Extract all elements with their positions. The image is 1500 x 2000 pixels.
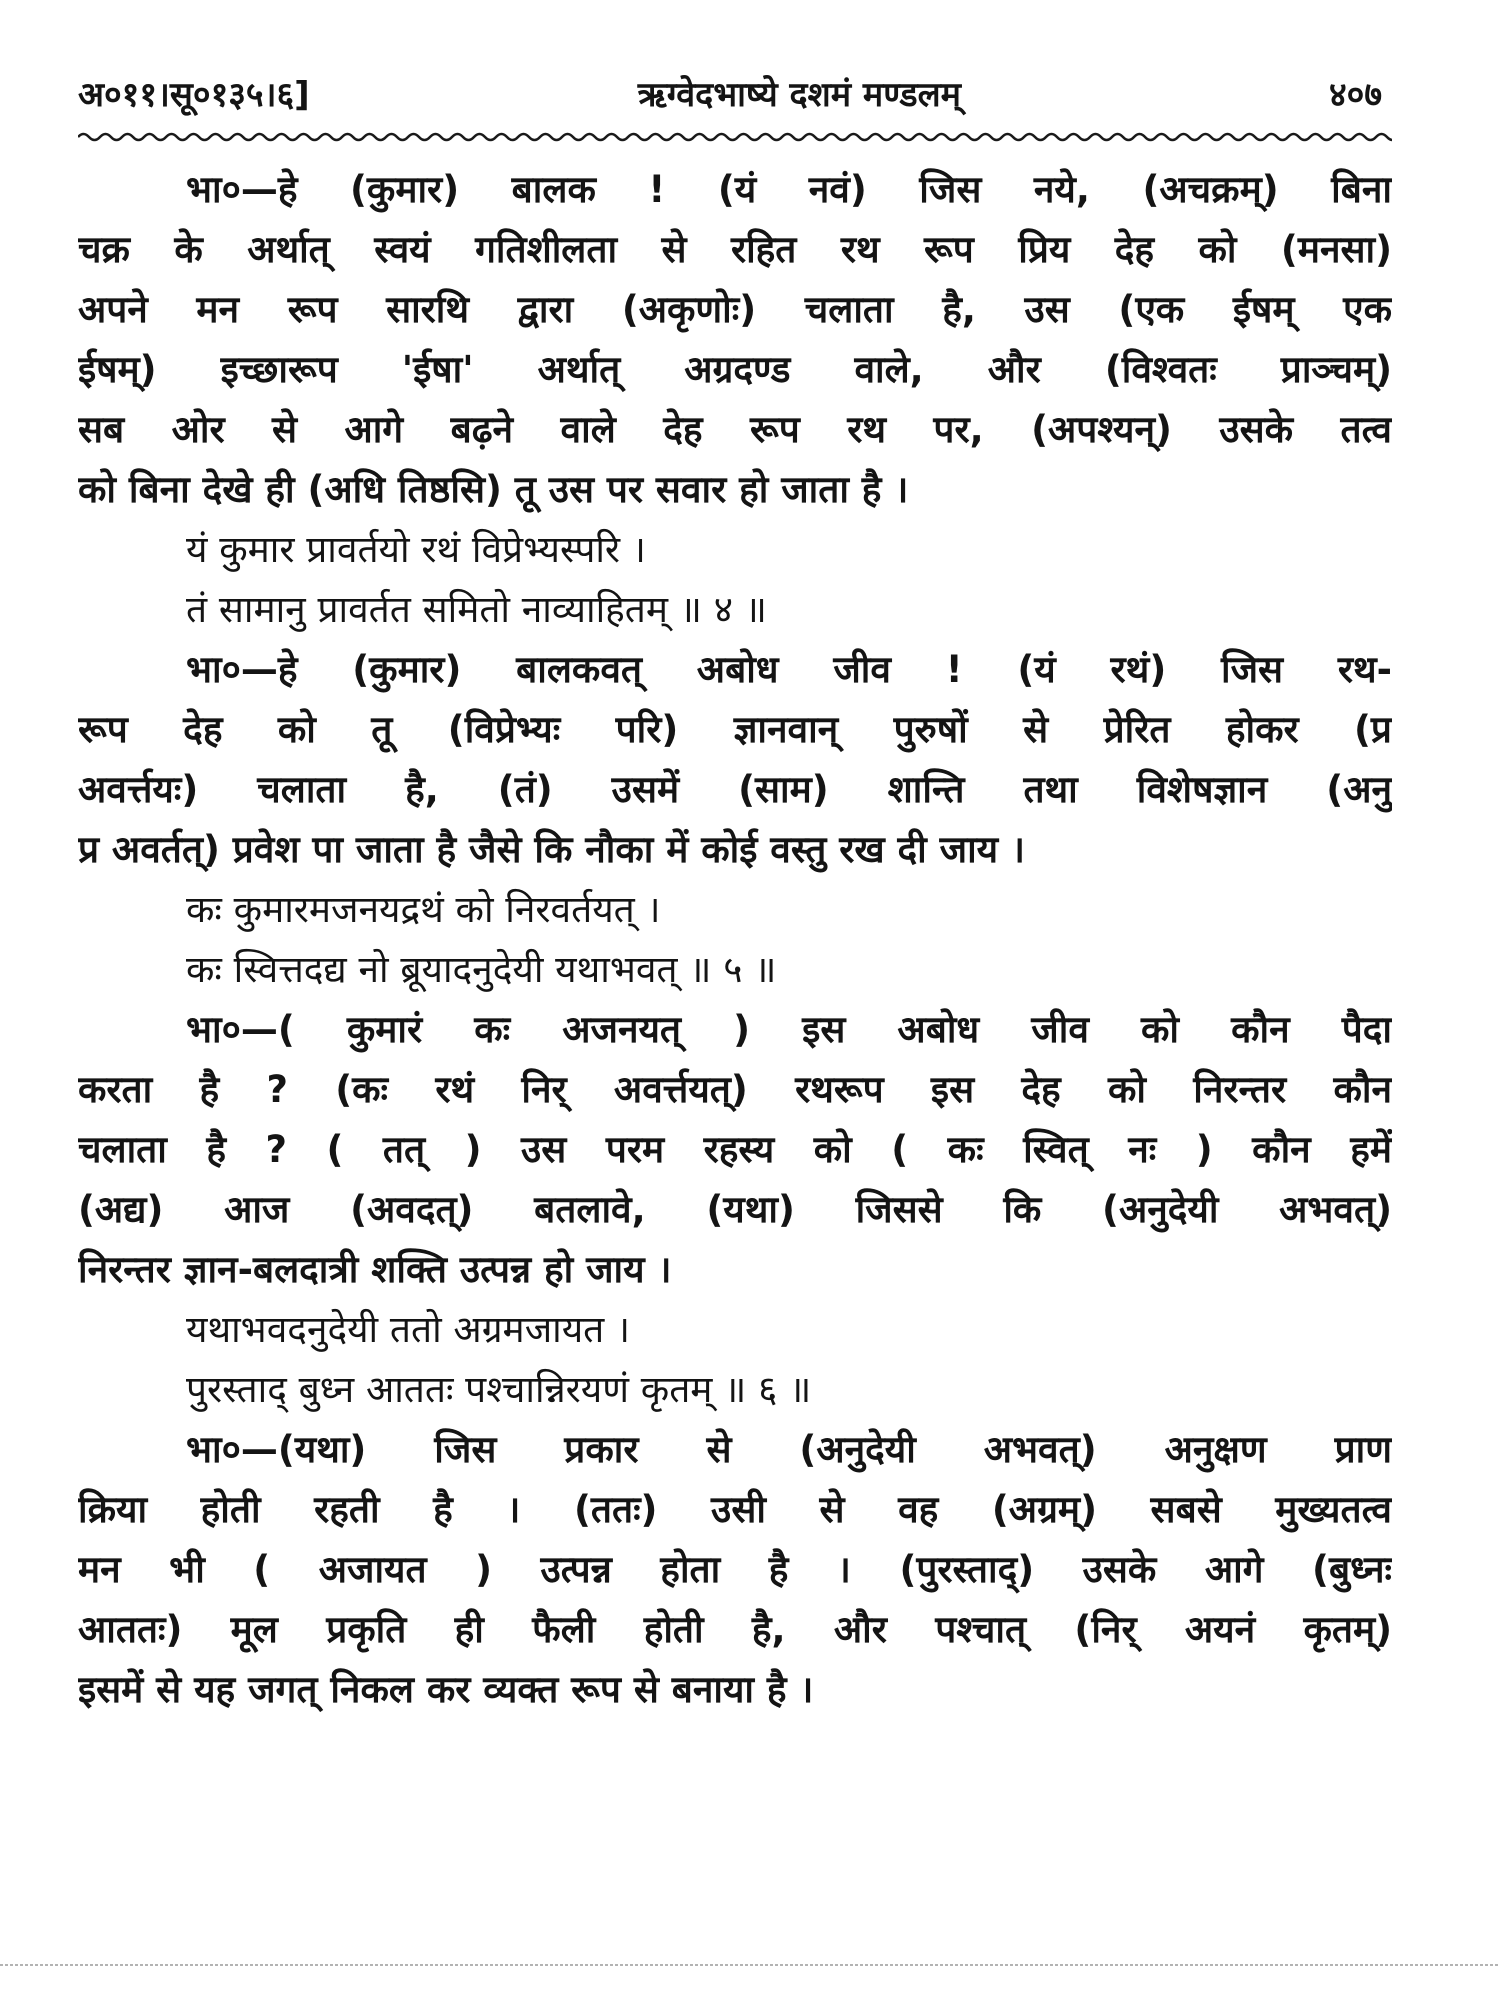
text-line: को बिना देखे ही (अधि तिष्ठसि) तू उस पर सवार हो जाता है । (78, 468, 909, 511)
mantra-4 (78, 520, 1392, 640)
text-line: रूप देह को तू (विप्रेभ्यः परि) ज्ञानवान् पुरुषों से प्रेरित होकर (प्र (78, 708, 1392, 751)
text-line: भा०—( कुमारं कः अजनयत् ) इस अबोध जीव को कौन पैदा (186, 1008, 1392, 1051)
bhashya-paragraph-4 (78, 1420, 1392, 1720)
bhashya-paragraph-1 (78, 160, 1392, 520)
text-line: चलाता है ? ( तत् ) उस परम रहस्य को ( कः स्वित् नः ) कौन हमें (78, 1128, 1392, 1171)
text-line: इसमें से यह जगत् निकल कर व्यक्त रूप से बनाया है । (78, 1668, 814, 1711)
bhashya-paragraph-3 (78, 1000, 1392, 1300)
text-line: भा०—हे (कुमार) बालकवत् अबोध जीव ! (यं रथं) जिस रथ- (186, 648, 1392, 691)
mantra-5 (78, 880, 1392, 1000)
commentary-body (78, 160, 1392, 1720)
text-line: करता है ? (कः रथं निर् अवर्त्तयत्) रथरूप इस देह को निरन्तर कौन (78, 1068, 1392, 1111)
verse-line: यं कुमार प्रावर्तयो रथं विप्रेभ्यस्परि । (186, 528, 646, 571)
text-line: प्र अवर्तत्) प्रवेश पा जाता है जैसे कि नौका में कोई वस्तु रख दी जाय । (78, 828, 1026, 871)
text-line: अपने मन रूप सारथि द्वारा (अकृणोः) चलाता है, उस (एक ईषम् एक (78, 288, 1392, 331)
text-line: क्रिया होती रहती है । (ततः) उसी से वह (अग्रम्) सबसे मुख्यतत्व (78, 1488, 1392, 1531)
verse-line: पुरस्ताद् बुध्न आततः पश्चान्निरयणं कृतम् ॥ ६ ॥ (186, 1368, 812, 1411)
text-line: आततः) मूल प्रकृति ही फैली होती है, और पश्चात् (निर् अयनं कृतम्) (78, 1608, 1392, 1651)
text-line: (अद्य) आज (अवदत्) बतलावे, (यथा) जिससे कि (अनुदेयी अभवत्) (78, 1188, 1392, 1231)
text-line: चक्र के अर्थात् स्वयं गतिशीलता से रहित रथ रूप प्रिय देह को (मनसा) (78, 228, 1392, 271)
verse-line: तं सामानु प्रावर्तत समितो नाव्याहितम् ॥ ४ ॥ (186, 588, 767, 631)
header-wavy-rule (78, 130, 1392, 144)
bottom-scan-edge (0, 1960, 1500, 1970)
header-title: ऋग्वेदभाष्ये दशमं मण्डलम् (637, 75, 961, 115)
text-line: निरन्तर ज्ञान-बलदात्री शक्ति उत्पन्न हो जाय । (78, 1248, 672, 1291)
text-line: भा०—हे (कुमार) बालक ! (यं नवं) जिस नये, (अचक्रम्) बिना (186, 168, 1392, 211)
text-line: अवर्त्तयः) चलाता है, (तं) उसमें (साम) शान्ति तथा विशेषज्ञान (अनु (78, 768, 1392, 811)
verse-line: कः स्वित्तदद्य नो ब्रूयादनुदेयी यथाभवत् ॥ ५ ॥ (186, 948, 777, 991)
verse-line: कः कुमारमजनयद्रथं को निरवर्तयत् । (186, 888, 661, 931)
page-number: ४०७ (1328, 75, 1382, 115)
verse-line: यथाभवदनुदेयी ततो अग्रमजायत । (186, 1308, 631, 1351)
mantra-6 (78, 1300, 1392, 1420)
text-line: सब ओर से आगे बढ़ने वाले देह रूप रथ पर, (अपश्यन्) उसके तत्व (78, 408, 1392, 451)
header-reference: अ०११।सू०१३५।६] (78, 75, 310, 115)
bhashya-paragraph-2 (78, 640, 1392, 880)
page-header (78, 72, 1392, 118)
text-line: मन भी ( अजायत ) उत्पन्न होता है । (पुरस्ताद्) उसके आगे (बुध्नः (78, 1548, 1392, 1591)
text-line: भा०—(यथा) जिस प्रकार से (अनुदेयी अभवत्) अनुक्षण प्राण (186, 1428, 1392, 1471)
text-line: ईषम्) इच्छारूप 'ईषा' अर्थात् अग्रदण्ड वाले, और (विश्वतः प्राञ्चम्) (78, 348, 1392, 391)
